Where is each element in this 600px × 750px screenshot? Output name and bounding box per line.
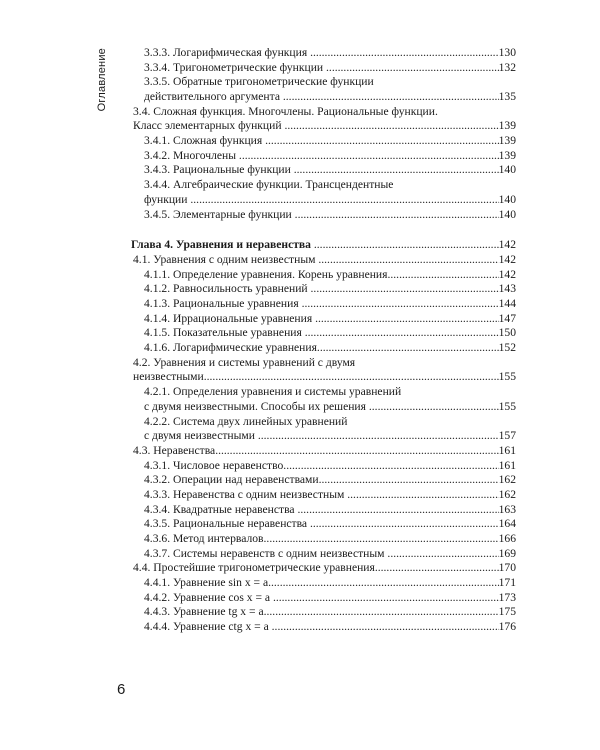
toc-entry xyxy=(131,149,516,164)
dot-leader xyxy=(387,268,498,283)
toc-page-number: 139 xyxy=(498,119,516,133)
dot-leader xyxy=(326,61,499,76)
toc-entry xyxy=(131,46,516,61)
toc-page-number: 150 xyxy=(498,326,516,340)
dot-leader xyxy=(283,90,499,105)
toc-entry-title: 4.3.5. Рациональные неравенства xyxy=(144,517,310,531)
toc-page-number: 140 xyxy=(498,207,516,221)
toc-page-number: 155 xyxy=(498,370,516,384)
dot-leader xyxy=(265,134,499,149)
toc-page-number: 142 xyxy=(498,238,516,252)
toc-entry-title: 4.1.5. Показательные уравнения xyxy=(144,326,305,340)
toc-page-number: 161 xyxy=(498,458,516,472)
toc-entry-title: функции xyxy=(144,192,191,206)
toc-page-number: 147 xyxy=(498,311,516,325)
toc-page-number: 139 xyxy=(498,148,516,162)
dot-leader xyxy=(310,517,499,532)
dot-leader xyxy=(317,341,499,356)
dot-leader xyxy=(273,591,499,606)
toc-entry-title: 4.3. Неравенства xyxy=(133,443,216,457)
dot-leader xyxy=(318,253,498,268)
toc-entry xyxy=(131,164,516,179)
section-side-label: Оглавление xyxy=(96,48,108,112)
toc-page-number: 142 xyxy=(498,252,516,266)
toc-entry xyxy=(131,517,516,532)
toc-entry xyxy=(131,208,516,223)
toc-entry-title: с двумя неизвестными. Способы их решения xyxy=(144,399,369,413)
toc-entry xyxy=(131,253,516,268)
dot-leader xyxy=(314,238,499,253)
table-of-contents xyxy=(131,46,516,635)
toc-entry-title: 4.1. Уравнения с одним неизвестным xyxy=(133,252,319,266)
dot-leader xyxy=(375,561,499,576)
toc-page-number: 161 xyxy=(498,443,516,457)
dot-leader xyxy=(369,400,499,415)
dot-leader xyxy=(297,503,498,518)
toc-page-number: 162 xyxy=(498,487,516,501)
toc-page-number: 176 xyxy=(498,620,516,634)
toc-entry xyxy=(131,326,516,341)
toc-entry-title: Класс элементарных функций xyxy=(133,119,285,133)
toc-entry-title: 4.3.6. Метод интервалов xyxy=(144,531,264,545)
toc-entry xyxy=(131,488,516,503)
dot-leader xyxy=(319,473,499,488)
dot-leader xyxy=(264,532,499,547)
toc-page-number: 155 xyxy=(498,399,516,413)
toc-entry xyxy=(131,503,516,518)
toc-page-number: 140 xyxy=(498,163,516,177)
toc-entry-title: 3.4. Сложная функция. Многочлены. Рациональные функции. xyxy=(133,104,438,118)
toc-entry-title: 4.2. Уравнения и системы уравнений с двумя xyxy=(133,355,356,369)
dot-leader xyxy=(305,326,499,341)
toc-page-number: 175 xyxy=(498,605,516,619)
dot-leader xyxy=(311,282,499,297)
dot-leader xyxy=(268,576,499,591)
toc-entry xyxy=(131,370,516,385)
toc-entry xyxy=(131,459,516,474)
toc-entry-title: 4.4.4. Уравнение ctg x = a xyxy=(144,620,272,634)
dot-leader xyxy=(190,193,498,208)
toc-entry-title: 3.3.4. Тригонометрические функции xyxy=(144,60,327,74)
toc-entry xyxy=(131,341,516,356)
toc-entry-title: 4.1.6. Логарифмические уравнения xyxy=(144,341,317,355)
toc-entry xyxy=(131,473,516,488)
toc-entry-title: 4.2.1. Определения уравнения и системы уравнений xyxy=(144,385,402,399)
dot-leader xyxy=(215,444,498,459)
dot-leader xyxy=(204,370,499,385)
toc-entry xyxy=(131,312,516,327)
dot-leader xyxy=(387,547,498,562)
toc-page-number: 152 xyxy=(498,341,516,355)
dot-leader xyxy=(295,208,499,223)
toc-entry-title: действительного аргумента xyxy=(144,90,283,104)
toc-page-number: 173 xyxy=(498,590,516,604)
toc-page-number: 164 xyxy=(498,517,516,531)
toc-page-number: 166 xyxy=(498,531,516,545)
toc-entry xyxy=(131,105,516,120)
toc-entry-title: 3.4.5. Элементарные функции xyxy=(144,207,295,221)
toc-entry-title: 3.4.4. Алгебраические функции. Трансцендентные xyxy=(144,178,394,192)
toc-entry-title: 3.4.3. Рациональные функции xyxy=(144,163,294,177)
toc-page-number: 170 xyxy=(498,561,516,575)
toc-page-number: 171 xyxy=(498,576,516,590)
toc-entry xyxy=(131,605,516,620)
toc-entry xyxy=(131,119,516,134)
toc-entry xyxy=(131,400,516,415)
toc-entry-title: Глава 4. Уравнения и неравенства xyxy=(131,238,314,252)
toc-entry-title: 4.1.1. Определение уравнения. Корень уравнения xyxy=(144,267,388,281)
toc-entry xyxy=(131,356,516,371)
toc-page-number: 169 xyxy=(498,546,516,560)
toc-entry xyxy=(131,134,516,149)
toc-page-number: 163 xyxy=(498,502,516,516)
toc-entry-title: неизвестными xyxy=(133,370,204,384)
toc-entry xyxy=(131,268,516,283)
toc-entry xyxy=(131,415,516,430)
toc-entry-title: 4.3.1. Числовое неравенство xyxy=(144,458,284,472)
dot-leader xyxy=(258,429,499,444)
toc-page-number: 143 xyxy=(498,282,516,296)
toc-entry xyxy=(131,547,516,562)
page-number: 6 xyxy=(117,681,126,698)
toc-entry xyxy=(131,75,516,90)
toc-entry-title: 4.4.3. Уравнение tg x = a xyxy=(144,605,264,619)
toc-page-number: 139 xyxy=(498,134,516,148)
dot-leader xyxy=(283,459,498,474)
toc-entry-title: 4.2.2. Система двух линейных уравнений xyxy=(144,414,348,428)
toc-entry-title: 3.4.2. Многочлены xyxy=(144,148,239,162)
toc-entry xyxy=(131,193,516,208)
toc-chapter-entry xyxy=(131,238,516,253)
toc-page-number: 130 xyxy=(498,45,516,59)
toc-page-number: 162 xyxy=(498,473,516,487)
toc-entry-title: 3.4.1. Сложная функция xyxy=(144,134,266,148)
dot-leader xyxy=(284,119,498,134)
toc-entry xyxy=(131,385,516,400)
dot-leader xyxy=(239,149,499,164)
dot-leader xyxy=(302,297,499,312)
toc-entry-title: 4.1.3. Рациональные уравнения xyxy=(144,296,302,310)
toc-entry xyxy=(131,178,516,193)
toc-entry xyxy=(131,532,516,547)
toc-entry-title: 4.3.2. Операции над неравенствами xyxy=(144,473,319,487)
toc-entry-title: 4.3.7. Системы неравенств с одним неизвестным xyxy=(144,546,388,560)
toc-page-number: 140 xyxy=(498,192,516,206)
dot-leader xyxy=(264,605,499,620)
toc-entry-title: 4.3.4. Квадратные неравенства xyxy=(144,502,298,516)
toc-entry xyxy=(131,61,516,76)
toc-entry xyxy=(131,90,516,105)
toc-page-number: 144 xyxy=(498,296,516,310)
toc-page-number: 132 xyxy=(498,60,516,74)
toc-entry xyxy=(131,297,516,312)
dot-leader xyxy=(294,163,499,178)
toc-entry-title: 4.4.1. Уравнение sin x = a xyxy=(144,576,269,590)
dot-leader xyxy=(272,620,499,635)
toc-entry xyxy=(131,444,516,459)
toc-entry xyxy=(131,591,516,606)
toc-entry xyxy=(131,429,516,444)
toc-entry-title: 4.3.3. Неравенства с одним неизвестным xyxy=(144,487,348,501)
toc-spacer xyxy=(131,222,516,238)
dot-leader xyxy=(347,488,498,503)
toc-entry-title: 4.1.4. Иррациональные уравнения xyxy=(144,311,316,325)
toc-page-number: 135 xyxy=(498,90,516,104)
toc-entry-title: 4.1.2. Равносильность уравнений xyxy=(144,282,311,296)
toc-entry xyxy=(131,576,516,591)
dot-leader xyxy=(310,46,499,61)
toc-entry xyxy=(131,561,516,576)
toc-entry-title: 4.4.2. Уравнение cos x = a xyxy=(144,590,273,604)
toc-page-number: 157 xyxy=(498,429,516,443)
dot-leader xyxy=(315,312,499,327)
toc-entry-title: 3.3.3. Логарифмическая функция xyxy=(144,45,311,59)
toc-entry-title: 4.4. Простейшие тригонометрические уравнения xyxy=(133,561,375,575)
toc-entry xyxy=(131,620,516,635)
toc-entry xyxy=(131,282,516,297)
toc-page-number: 142 xyxy=(498,267,516,281)
toc-entry-title: с двумя неизвестными xyxy=(144,429,258,443)
toc-entry-title: 3.3.5. Обратные тригонометрические функции xyxy=(144,75,374,89)
